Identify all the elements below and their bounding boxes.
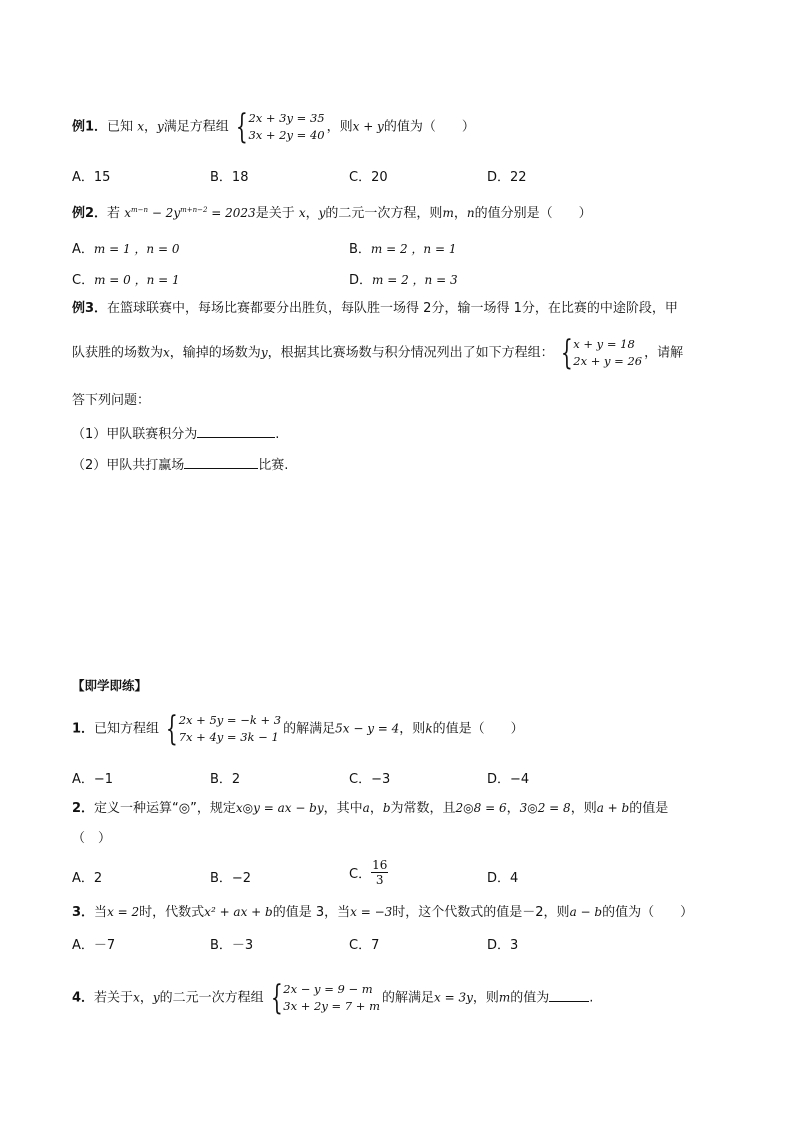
option-b[interactable]: B．−2 xyxy=(210,871,252,886)
practice-3-question: 3．当x = 2时，代数式x² + ax + b的值是 3，当x = −3时，这个代数式的值是－2，则a − b的值为（ ） xyxy=(72,905,694,920)
option-c[interactable]: C．m = 0 ，n = 1 xyxy=(72,273,180,288)
equation-system: { 2x − y = 9 − m 3x + 2y = 7 + m xyxy=(270,978,380,1018)
option-c[interactable]: C．7 xyxy=(349,938,380,953)
example-3-line-1: 例3．在篮球联赛中，每场比赛都要分出胜负，每队胜一场得 2分，输一场得 1分，在比赛的中途阶段，甲 xyxy=(72,301,678,316)
equation-system: { 2x + 3y = 35 3x + 2y = 40 xyxy=(235,107,325,147)
example-2-label: 例2． xyxy=(72,206,108,221)
practice-2-question: 2．定义一种运算“◎”，规定x◎y = ax − by，其中a，b为常数，且2◎8 = 6，3◎2 = 8，则a + b的值是 xyxy=(72,801,669,816)
answer-blank[interactable] xyxy=(184,456,258,469)
option-c[interactable]: C． $\frac{16}{3}$ xyxy=(349,858,388,887)
example-2-question: 例2．若 $x^{m-n} - 2y^{m+n-2} = 2023$是关于 x，y的二元一次方程，则m，n的值分别是（ ） xyxy=(72,206,592,221)
option-c[interactable]: C．−3 xyxy=(349,772,391,787)
option-b[interactable]: B．18 xyxy=(210,170,249,185)
example-3-question-1: （1）甲队联赛积分为 . xyxy=(72,427,280,442)
example-1-label: 例1． xyxy=(72,119,108,135)
option-d[interactable]: D．−4 xyxy=(487,772,530,787)
practice-2-bracket: （ ） xyxy=(72,831,112,846)
option-a[interactable]: A．m = 1 ，n = 0 xyxy=(72,242,180,257)
equation-system: { 2x + 5y = −k + 3 7x + 4y = 3k − 1 xyxy=(165,709,282,749)
option-b[interactable]: B．m = 2 ，n = 1 xyxy=(349,242,457,257)
option-d[interactable]: D．22 xyxy=(487,170,527,185)
option-a[interactable]: A．−1 xyxy=(72,772,114,787)
practice-4-question: 4．若关于x，y的二元一次方程组 { 2x − y = 9 − m 3x + 2y = 7 + m 的解满足x = 3y，则m的值为 . xyxy=(72,978,594,1018)
example-3-question-2: （2）甲队共打赢场 比赛. xyxy=(72,458,289,473)
option-c[interactable]: C．20 xyxy=(349,170,388,185)
example-3-line-2: 队获胜的场数为x，输掉的场数为y，根据其比赛场数与积分情况列出了如下方程组： { x + y = 18 2x + y = 26 ，请解 xyxy=(72,333,684,373)
option-d[interactable]: D．3 xyxy=(487,938,519,953)
answer-blank[interactable] xyxy=(197,425,275,438)
option-b[interactable]: B．－3 xyxy=(210,938,254,953)
example-1-question: 例1．已知 x，y满足方程组 { 2x + 3y = 35 3x + 2y = 40 ，则x + y的值为（ ） xyxy=(72,107,475,147)
option-b[interactable]: B．2 xyxy=(210,772,241,787)
option-d[interactable]: D．m = 2 ，n = 3 xyxy=(349,273,458,288)
option-a[interactable]: A．15 xyxy=(72,170,111,185)
example-3-label: 例3． xyxy=(72,301,108,316)
option-d[interactable]: D．4 xyxy=(487,871,519,886)
fraction: $\frac{16}{3}$ xyxy=(372,858,388,887)
equation-system: { x + y = 18 2x + y = 26 xyxy=(560,333,643,373)
example-3-line-3: 答下列问题： xyxy=(72,393,151,408)
option-a[interactable]: A．－7 xyxy=(72,938,116,953)
option-a[interactable]: A．2 xyxy=(72,871,103,886)
practice-1-question: 1．已知方程组 { 2x + 5y = −k + 3 7x + 4y = 3k − 1 的解满足5x − y = 4，则k的值是（ ） xyxy=(72,709,524,749)
practice-heading: 【即学即练】 xyxy=(72,678,148,693)
answer-blank[interactable] xyxy=(549,989,589,1002)
